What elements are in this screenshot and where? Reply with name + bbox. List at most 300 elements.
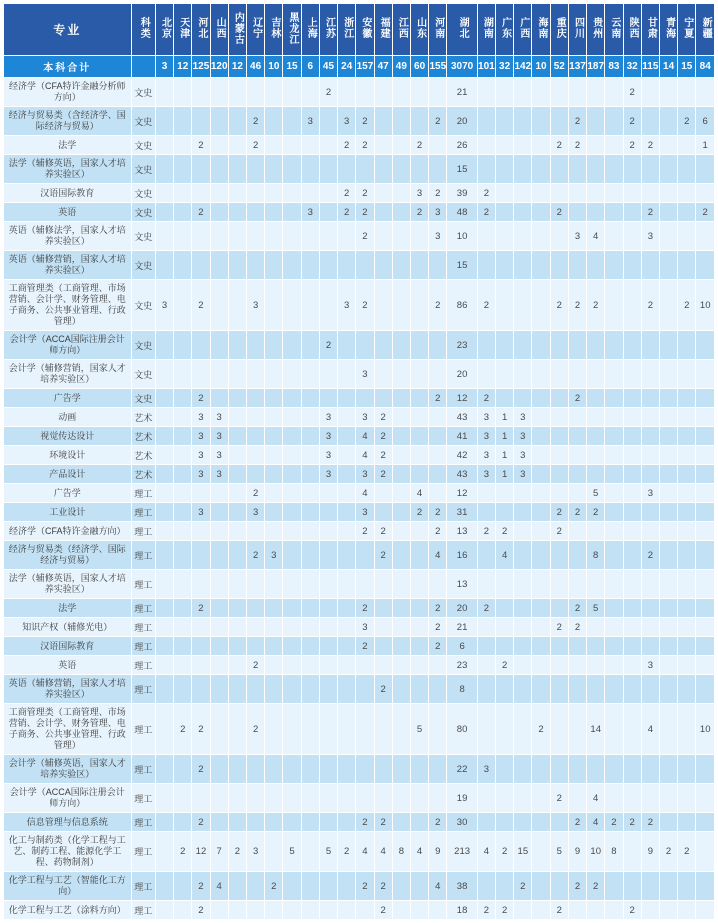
province-header-text: 四川 [572,17,584,39]
quota-cell [641,155,659,184]
province-header-text: 福建 [378,17,390,39]
quota-cell [319,107,337,136]
quota-cell [659,427,677,446]
major-label: 广告学 [4,389,132,408]
quota-cell [392,901,410,920]
major-row [4,832,715,872]
quota-cell: 3 [210,408,228,427]
quota-cell [532,872,550,901]
quota-cell: 80 [447,704,477,755]
quota-cell: 2 [587,872,605,901]
quota-cell [514,389,532,408]
quota-cell [477,222,495,251]
quota-cell [605,280,623,331]
quota-cell [678,203,696,222]
quota-cell [338,446,356,465]
quota-cell [247,872,265,901]
major-row [4,503,715,522]
quota-cell [247,522,265,541]
quota-cell [174,570,192,599]
quota-cell [550,408,568,427]
province-header-text: 重庆 [554,17,566,39]
quota-cell [550,389,568,408]
quota-cell [228,570,246,599]
quota-cell [532,107,550,136]
quota-cell: 2 [496,901,514,920]
col-header-category-text: 科类 [138,17,150,39]
quota-cell [678,570,696,599]
quota-cell [696,78,715,107]
province-header-text: 天津 [177,17,189,39]
quota-cell: 2 [623,813,641,832]
quota-cell [247,78,265,107]
quota-cell [247,184,265,203]
quota-cell: 2 [356,107,374,136]
quota-cell [477,251,495,280]
quota-cell [374,107,392,136]
quota-cell [210,389,228,408]
quota-cell [228,107,246,136]
quota-cell: 2 [429,280,447,331]
quota-cell: 2 [568,872,586,901]
quota-cell [392,251,410,280]
quota-cell [514,755,532,784]
quota-cell [550,599,568,618]
quota-cell [496,203,514,222]
quota-cell [429,136,447,155]
quota-cell [429,446,447,465]
province-header-text: 上海 [305,17,317,39]
quota-cell [696,901,715,920]
quota-cell [678,704,696,755]
quota-cell [623,704,641,755]
quota-cell [429,704,447,755]
quota-cell [192,251,210,280]
quota-cell [265,155,283,184]
quota-cell [338,755,356,784]
major-row [4,203,715,222]
quota-cell [429,251,447,280]
quota-cell [410,618,428,637]
quota-cell [283,656,301,675]
total-cell: 83 [605,56,623,78]
quota-cell [605,784,623,813]
quota-cell: 23 [447,331,477,360]
quota-cell [228,872,246,901]
quota-cell [155,704,173,755]
quota-cell [605,78,623,107]
quota-cell [623,331,641,360]
major-label: 会计学（辅修营销，国家人才培养实验区） [4,360,132,389]
quota-cell: 2 [678,107,696,136]
quota-cell [283,408,301,427]
total-cell: 32 [623,56,641,78]
province-header-text: 青海 [663,17,675,39]
province-header [228,4,246,56]
total-cell: 120 [210,56,228,78]
quota-cell: 2 [477,599,495,618]
quota-cell [283,637,301,656]
quota-cell [678,541,696,570]
quota-cell: 8 [587,541,605,570]
quota-cell [283,331,301,360]
quota-cell: 2 [429,618,447,637]
province-header [192,4,210,56]
major-row [4,446,715,465]
quota-cell [155,522,173,541]
quota-cell: 1 [696,136,715,155]
total-row-label: 本科合计 [4,56,132,78]
quota-cell [228,901,246,920]
quota-cell [210,203,228,222]
quota-cell: 2 [192,203,210,222]
quota-cell [605,901,623,920]
quota-cell [623,675,641,704]
quota-cell [514,155,532,184]
quota-cell [659,184,677,203]
quota-cell [356,784,374,813]
quota-cell [265,446,283,465]
total-cell: 187 [587,56,605,78]
quota-cell [429,155,447,184]
quota-cell [550,675,568,704]
quota-cell: 2 [374,427,392,446]
quota-cell [392,203,410,222]
col-header-major: 专业 [4,4,132,56]
province-header-text: 吉林 [268,17,280,39]
quota-cell [568,184,586,203]
province-header-text: 内蒙古 [232,11,244,45]
quota-cell [410,541,428,570]
quota-cell [641,389,659,408]
major-row [4,427,715,446]
quota-cell [532,637,550,656]
province-header-text: 甘肃 [645,17,657,39]
quota-cell [410,637,428,656]
quota-cell [623,184,641,203]
quota-cell [496,570,514,599]
quota-cell [174,427,192,446]
quota-cell [678,389,696,408]
quota-cell [155,331,173,360]
quota-cell [477,656,495,675]
quota-cell [605,427,623,446]
quota-cell [374,389,392,408]
quota-cell [514,222,532,251]
quota-cell [532,427,550,446]
quota-cell [410,251,428,280]
quota-cell [568,465,586,484]
major-label: 英语 [4,203,132,222]
quota-cell: 3 [356,503,374,522]
quota-cell [247,203,265,222]
quota-cell [477,813,495,832]
quota-cell [532,755,550,784]
quota-cell [568,484,586,503]
quota-cell [550,184,568,203]
quota-cell [247,331,265,360]
major-label: 化学工程与工艺（涂料方向） [4,901,132,920]
quota-cell [496,331,514,360]
province-header [374,4,392,56]
quota-cell: 2 [374,872,392,901]
quota-cell: 9 [568,832,586,872]
quota-cell [532,78,550,107]
quota-cell: 2 [550,503,568,522]
quota-cell [477,637,495,656]
quota-cell: 43 [447,408,477,427]
quota-cell [192,222,210,251]
quota-cell [301,618,319,637]
quota-cell [192,637,210,656]
quota-cell [392,675,410,704]
quota-cell [410,408,428,427]
quota-cell [623,570,641,599]
quota-cell [247,675,265,704]
quota-cell [659,618,677,637]
quota-cell: 2 [568,280,586,331]
quota-cell [678,872,696,901]
category-label: 理工 [131,522,155,541]
major-row [4,784,715,813]
quota-cell [477,704,495,755]
quota-cell [550,637,568,656]
quota-cell [174,541,192,570]
quota-cell [155,155,173,184]
quota-cell [301,427,319,446]
province-header [477,4,495,56]
quota-cell [514,136,532,155]
quota-cell [659,465,677,484]
quota-cell [514,78,532,107]
quota-cell: 2 [356,813,374,832]
quota-cell [514,331,532,360]
quota-cell [301,360,319,389]
quota-cell: 2 [374,446,392,465]
quota-cell [374,251,392,280]
quota-cell: 2 [429,184,447,203]
quota-cell [410,389,428,408]
quota-cell: 3 [319,408,337,427]
quota-cell [247,637,265,656]
category-label: 文史 [131,78,155,107]
quota-cell [410,331,428,360]
quota-cell [587,618,605,637]
quota-cell: 3 [356,618,374,637]
quota-cell [514,522,532,541]
province-header-text: 湖北 [457,17,469,39]
major-row [4,251,715,280]
quota-cell: 38 [447,872,477,901]
quota-cell [641,408,659,427]
category-label: 理工 [131,599,155,618]
quota-cell [174,408,192,427]
quota-cell: 2 [696,203,715,222]
quota-cell: 2 [374,813,392,832]
quota-cell: 22 [447,755,477,784]
quota-cell [496,784,514,813]
quota-cell [532,656,550,675]
quota-cell: 2 [429,813,447,832]
quota-cell: 2 [338,184,356,203]
quota-cell: 20 [447,107,477,136]
quota-cell [374,656,392,675]
quota-cell [155,675,173,704]
quota-cell [605,446,623,465]
quota-cell [265,331,283,360]
quota-cell [678,618,696,637]
major-label: 会计学（ACCA国际注册会计师方向） [4,331,132,360]
quota-cell: 2 [192,704,210,755]
quota-cell [496,599,514,618]
quota-cell: 3 [210,465,228,484]
quota-cell [429,78,447,107]
quota-cell [550,755,568,784]
quota-cell [587,427,605,446]
quota-cell [283,618,301,637]
total-cell: 10 [265,56,283,78]
quota-cell [605,331,623,360]
quota-cell [496,704,514,755]
quota-cell [210,675,228,704]
quota-cell [265,484,283,503]
total-cell: 47 [374,56,392,78]
quota-cell: 14 [587,704,605,755]
quota-cell [678,184,696,203]
quota-cell: 2 [429,522,447,541]
quota-cell: 5 [410,704,428,755]
quota-cell [605,107,623,136]
major-row [4,618,715,637]
province-header [587,4,605,56]
quota-cell [301,570,319,599]
quota-cell: 2 [550,784,568,813]
quota-cell [174,599,192,618]
quota-cell: 43 [447,465,477,484]
quota-cell [410,784,428,813]
quota-cell: 3 [319,446,337,465]
quota-cell [410,78,428,107]
quota-cell [605,522,623,541]
quota-cell [210,280,228,331]
quota-cell [283,280,301,331]
quota-cell: 2 [514,872,532,901]
quota-cell [550,570,568,599]
quota-cell: 2 [410,136,428,155]
quota-cell [659,222,677,251]
quota-cell [605,184,623,203]
quota-cell [678,755,696,784]
quota-cell [696,656,715,675]
quota-cell [623,446,641,465]
province-header [496,4,514,56]
quota-cell: 2 [192,136,210,155]
quota-cell [605,618,623,637]
quota-cell [550,360,568,389]
quota-cell [429,656,447,675]
quota-cell [410,813,428,832]
major-row [4,541,715,570]
quota-cell [641,184,659,203]
quota-cell [659,503,677,522]
quota-cell: 15 [447,155,477,184]
quota-cell [587,107,605,136]
quota-cell [374,184,392,203]
province-header-text: 河南 [432,17,444,39]
quota-cell [587,656,605,675]
quota-cell [265,465,283,484]
major-label: 法学（辅修英语，国家人才培养实验区） [4,570,132,599]
quota-cell [174,637,192,656]
quota-cell [155,446,173,465]
quota-cell [605,541,623,570]
quota-cell [605,465,623,484]
quota-cell [338,155,356,184]
quota-cell: 4 [356,427,374,446]
quota-cell [514,784,532,813]
major-label: 英语 [4,656,132,675]
category-label: 艺术 [131,446,155,465]
quota-cell [283,704,301,755]
quota-cell [210,704,228,755]
quota-cell [210,484,228,503]
quota-cell [410,901,428,920]
quota-cell [568,675,586,704]
quota-cell: 2 [550,136,568,155]
quota-cell [265,408,283,427]
quota-cell: 2 [532,704,550,755]
total-cell: 157 [356,56,374,78]
quota-cell [338,813,356,832]
major-label: 经济学（CFA特许金融方向） [4,522,132,541]
category-label: 理工 [131,784,155,813]
quota-cell [659,360,677,389]
quota-cell [568,901,586,920]
quota-cell [550,872,568,901]
quota-cell [301,251,319,280]
quota-cell [550,331,568,360]
quota-cell: 213 [447,832,477,872]
quota-cell [301,522,319,541]
quota-cell [338,522,356,541]
quota-cell [659,872,677,901]
quota-cell [174,522,192,541]
quota-cell [283,755,301,784]
category-label: 理工 [131,484,155,503]
quota-cell [605,570,623,599]
province-header [641,4,659,56]
quota-cell [283,570,301,599]
quota-cell [374,222,392,251]
quota-cell [265,675,283,704]
quota-cell [477,618,495,637]
quota-cell [477,78,495,107]
quota-cell [678,656,696,675]
quota-cell [301,637,319,656]
quota-cell: 2 [568,813,586,832]
province-header-text: 贵州 [590,17,602,39]
total-cell: 3070 [447,56,477,78]
quota-cell [356,155,374,184]
quota-cell: 20 [447,360,477,389]
quota-cell [174,872,192,901]
quota-cell [532,155,550,184]
quota-cell [659,637,677,656]
quota-cell [550,222,568,251]
quota-cell [301,503,319,522]
major-row [4,280,715,331]
quota-cell: 2 [192,389,210,408]
